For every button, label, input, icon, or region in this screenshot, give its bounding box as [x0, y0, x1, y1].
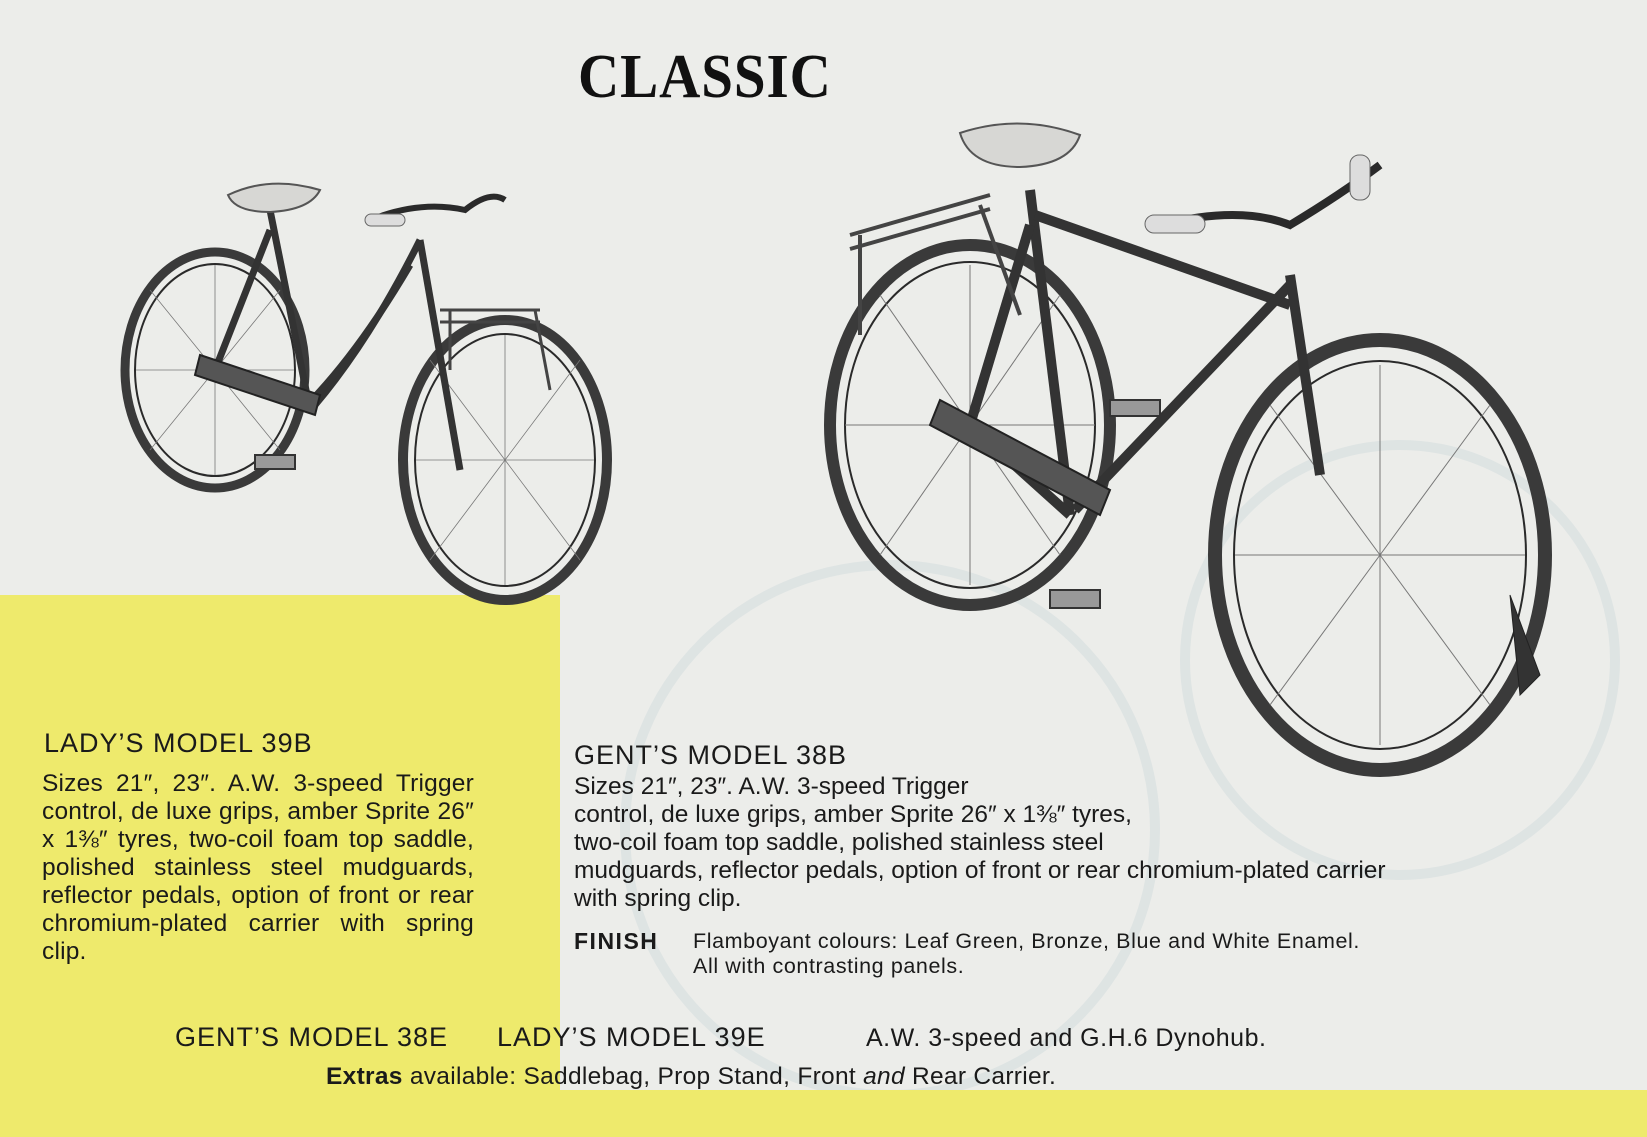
- yellow-panel-bottom: [0, 1090, 1647, 1137]
- gent-model-38b-heading: GENT’S MODEL 38B: [574, 740, 848, 770]
- extras-label: Extras: [326, 1063, 403, 1090]
- extras-text-end: Rear Carrier.: [904, 1063, 1057, 1090]
- lady-bicycle-image: [120, 170, 620, 610]
- finish-description: [693, 929, 1507, 979]
- extras-text: available: Saddlebag, Prop Stand, Front: [402, 1063, 864, 1090]
- lady-model-39e-heading: LADY’S MODEL 39E: [497, 1022, 766, 1052]
- description-line: two-coil foam top saddle, polished stainless steel: [574, 829, 1104, 856]
- description-line: Sizes 21″, 23″. A.W. 3-speed Trigger: [574, 773, 969, 800]
- extras-and-word: and: [863, 1063, 905, 1090]
- gent-model-38e-heading: GENT’S MODEL 38E: [175, 1022, 449, 1052]
- extras-line: [326, 1063, 1056, 1091]
- finish-line: All with contrasting panels.: [693, 954, 965, 978]
- lady-model-39b-description: Sizes 21″, 23″. A.W. 3-speed Trigger control, de luxe grips, amber Sprite 26″ x 1⅜″ tyres, two-coil foam top saddle, polished stainless steel mudguards, reflector pedals, option of front or rear chromium-plated carrier with spring clip.: [42, 770, 474, 965]
- gent-model-38b-description: [574, 773, 1514, 913]
- gent-bicycle-image: [820, 115, 1560, 795]
- description-line: control, de luxe grips, amber Sprite 26″ x 1⅜″ tyres,: [574, 801, 1132, 828]
- page-title: CLASSIC: [578, 43, 832, 111]
- description-line: with spring clip.: [574, 885, 742, 912]
- dynohub-description: A.W. 3-speed and G.H.6 Dynohub.: [866, 1024, 1267, 1052]
- finish-line: Flamboyant colours: Leaf Green, Bronze, Blue and White Enamel.: [693, 929, 1360, 953]
- lady-model-39b-heading: LADY’S MODEL 39B: [44, 728, 313, 758]
- description-line: mudguards, reflector pedals, option of front or rear chromium-plated carrier: [574, 857, 1386, 884]
- finish-label: FINISH: [574, 928, 659, 954]
